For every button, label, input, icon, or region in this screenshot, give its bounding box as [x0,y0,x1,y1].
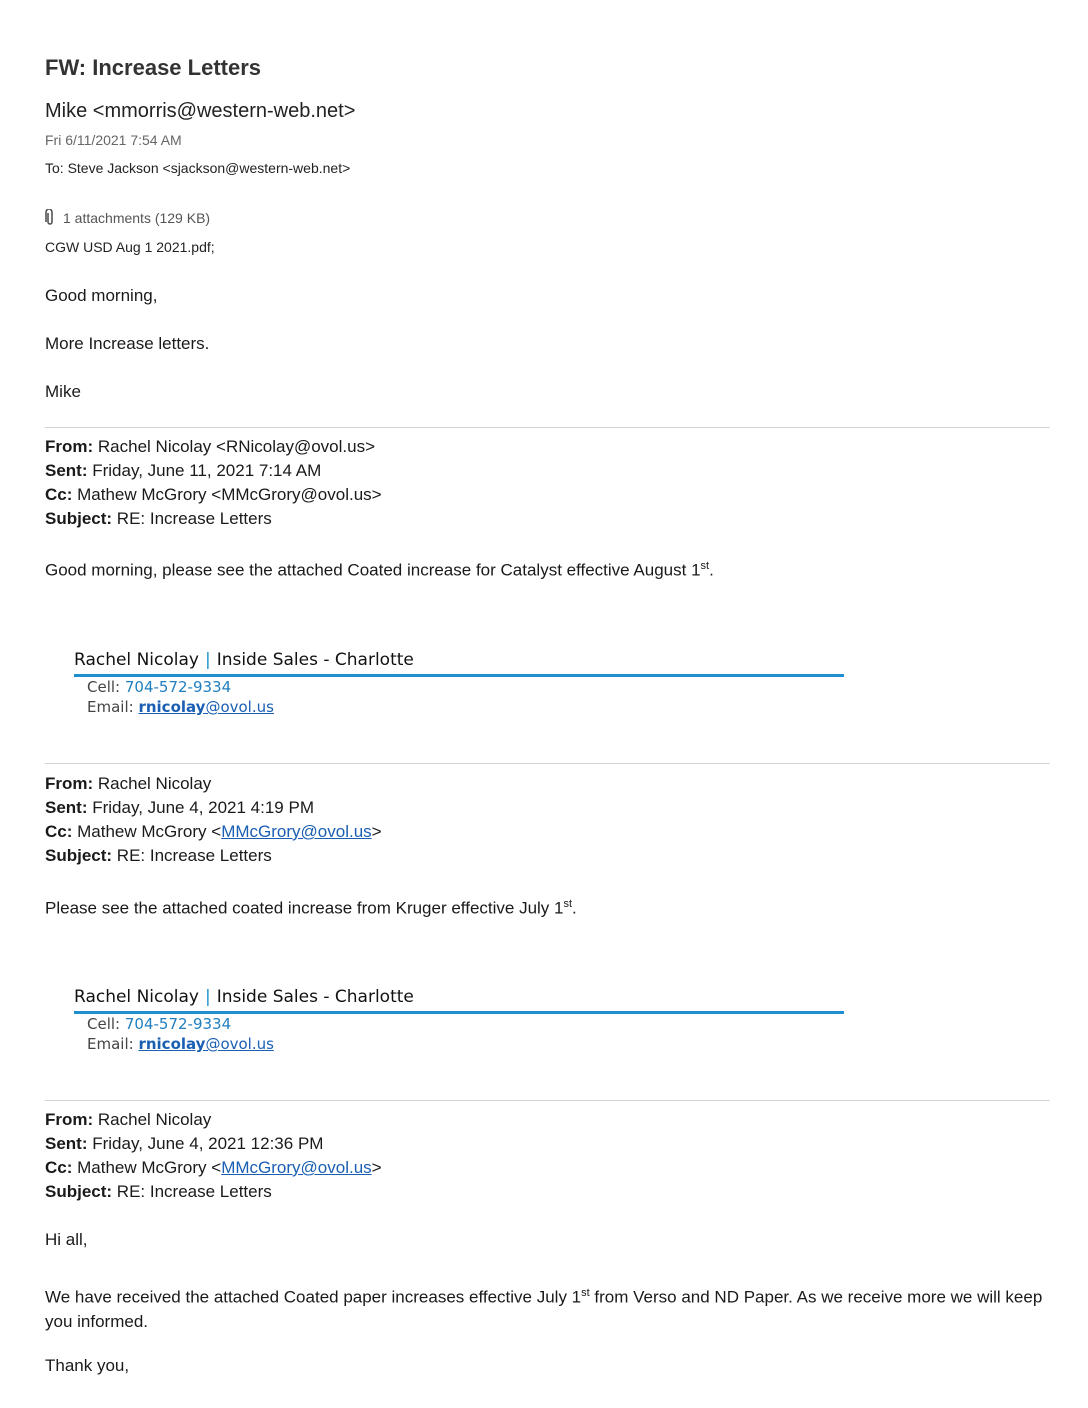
cc-close: > [371,1158,382,1177]
from-value: Rachel Nicolay [97,774,212,793]
signature-name-line [74,650,844,677]
email-label: Email: [87,698,134,716]
cc-email-link[interactable]: MMcGrory@ovol.us [221,1158,372,1177]
msg1-cc [45,483,382,507]
body-line: Mike [45,382,81,401]
msg2-sent [45,796,382,820]
paperclip-icon [45,209,55,227]
cc-value: Mathew McGrory < [77,822,222,841]
msg1-header [45,435,382,531]
cc-value: Mathew McGrory <MMcGrory@ovol.us> [77,485,382,504]
msg3-from [45,1108,382,1132]
msg1-body-sup: st [700,560,710,572]
sent-label: Sent: [45,798,88,817]
attachment-file[interactable]: CGW USD Aug 1 2021.pdf; [45,239,215,255]
sent-value: Friday, June 4, 2021 4:19 PM [92,798,314,817]
subject-value: RE: Increase Letters [116,846,272,865]
sent-label: Sent: [45,461,88,480]
signature-separator: | [204,650,211,670]
signature-block [74,987,844,1054]
subject-label: Subject: [45,509,113,528]
from-label: From: [45,437,94,456]
msg3-body [45,1281,1050,1334]
signature-email-link[interactable] [138,698,274,716]
email-sender[interactable]: Mike <mmorris@western-web.net> [45,100,356,122]
signature-email [87,697,844,717]
msg3-cc [45,1156,382,1180]
msg2-header [45,772,382,868]
cc-label: Cc: [45,822,73,841]
msg2-body-text: Please see the attached coated increase from Kruger effective July 1 [45,898,564,918]
email-subject: FW: Increase Letters [45,55,262,80]
attachments-count: 1 attachments (129 KB) [63,210,211,226]
msg3-header [45,1108,382,1204]
msg3-closing: Thank you, [45,1356,130,1375]
msg1-body-text: Good morning, please see the attached Coated increase for Catalyst effective August 1 [45,560,701,580]
cc-label: Cc: [45,485,73,504]
divider [45,427,1050,428]
msg2-body [45,898,577,919]
body-line: Good morning, [45,286,158,305]
cc-close: > [371,822,382,841]
from-label: From: [45,774,94,793]
msg3-body-sup: st [581,1287,590,1299]
signature-name: Rachel Nicolay [74,987,199,1007]
email-user: rnicolay [138,1035,206,1053]
msg2-body-end: . [572,898,577,918]
cc-label: Cc: [45,1158,73,1177]
sent-label: Sent: [45,1134,88,1153]
signature-email [87,1034,844,1054]
email-date: Fri 6/11/2021 7:54 AM [45,132,182,148]
cell-label: Cell: [87,678,121,696]
subject-label: Subject: [45,846,113,865]
signature-block [74,650,844,717]
signature-name: Rachel Nicolay [74,650,199,670]
to-label: To: [45,160,64,176]
sent-value: Friday, June 4, 2021 12:36 PM [92,1134,324,1153]
signature-cell [87,677,844,697]
msg1-sent [45,459,382,483]
msg1-body-end: . [709,560,714,580]
email-domain: @ovol.us [205,1035,274,1053]
attachments-summary[interactable] [45,209,210,227]
to-line [45,160,350,176]
signature-cell [87,1014,844,1034]
cell-label: Cell: [87,1015,121,1033]
email-domain: @ovol.us [205,698,274,716]
msg2-subject [45,844,382,868]
msg1-body [45,560,714,581]
msg2-cc [45,820,382,844]
msg3-subject [45,1180,382,1204]
from-label: From: [45,1110,94,1129]
msg3-body-end: from Verso and ND Paper. As we receive more we will keep you informed. [45,1287,1043,1331]
cell-phone-link[interactable]: 704-572-9334 [124,678,232,696]
msg3-greeting: Hi all, [45,1230,88,1249]
divider [45,1100,1050,1101]
signature-separator: | [204,987,211,1007]
cell-phone-link[interactable]: 704-572-9334 [124,1015,232,1033]
msg1-from [45,435,382,459]
from-value: Rachel Nicolay <RNicolay@ovol.us> [97,437,376,456]
to-recipient[interactable]: Steve Jackson <sjackson@western-web.net> [67,160,351,176]
subject-label: Subject: [45,1182,113,1201]
cc-email-link[interactable]: MMcGrory@ovol.us [221,822,372,841]
email-user: rnicolay [138,698,206,716]
email-label: Email: [87,1035,134,1053]
signature-title: Inside Sales - Charlotte [216,650,414,670]
msg1-subject [45,507,382,531]
from-value: Rachel Nicolay [97,1110,212,1129]
sent-value: Friday, June 11, 2021 7:14 AM [92,461,322,480]
msg2-from [45,772,382,796]
subject-value: RE: Increase Letters [116,1182,272,1201]
signature-email-link[interactable] [138,1035,274,1053]
signature-name-line [74,987,844,1014]
msg3-body-text: We have received the attached Coated paper increases effective July 1 [45,1287,582,1307]
body-line: More Increase letters. [45,334,210,353]
divider [45,763,1050,764]
signature-title: Inside Sales - Charlotte [216,987,414,1007]
cc-value: Mathew McGrory < [77,1158,222,1177]
subject-value: RE: Increase Letters [116,509,272,528]
msg3-sent [45,1132,382,1156]
msg2-body-sup: st [563,898,573,910]
